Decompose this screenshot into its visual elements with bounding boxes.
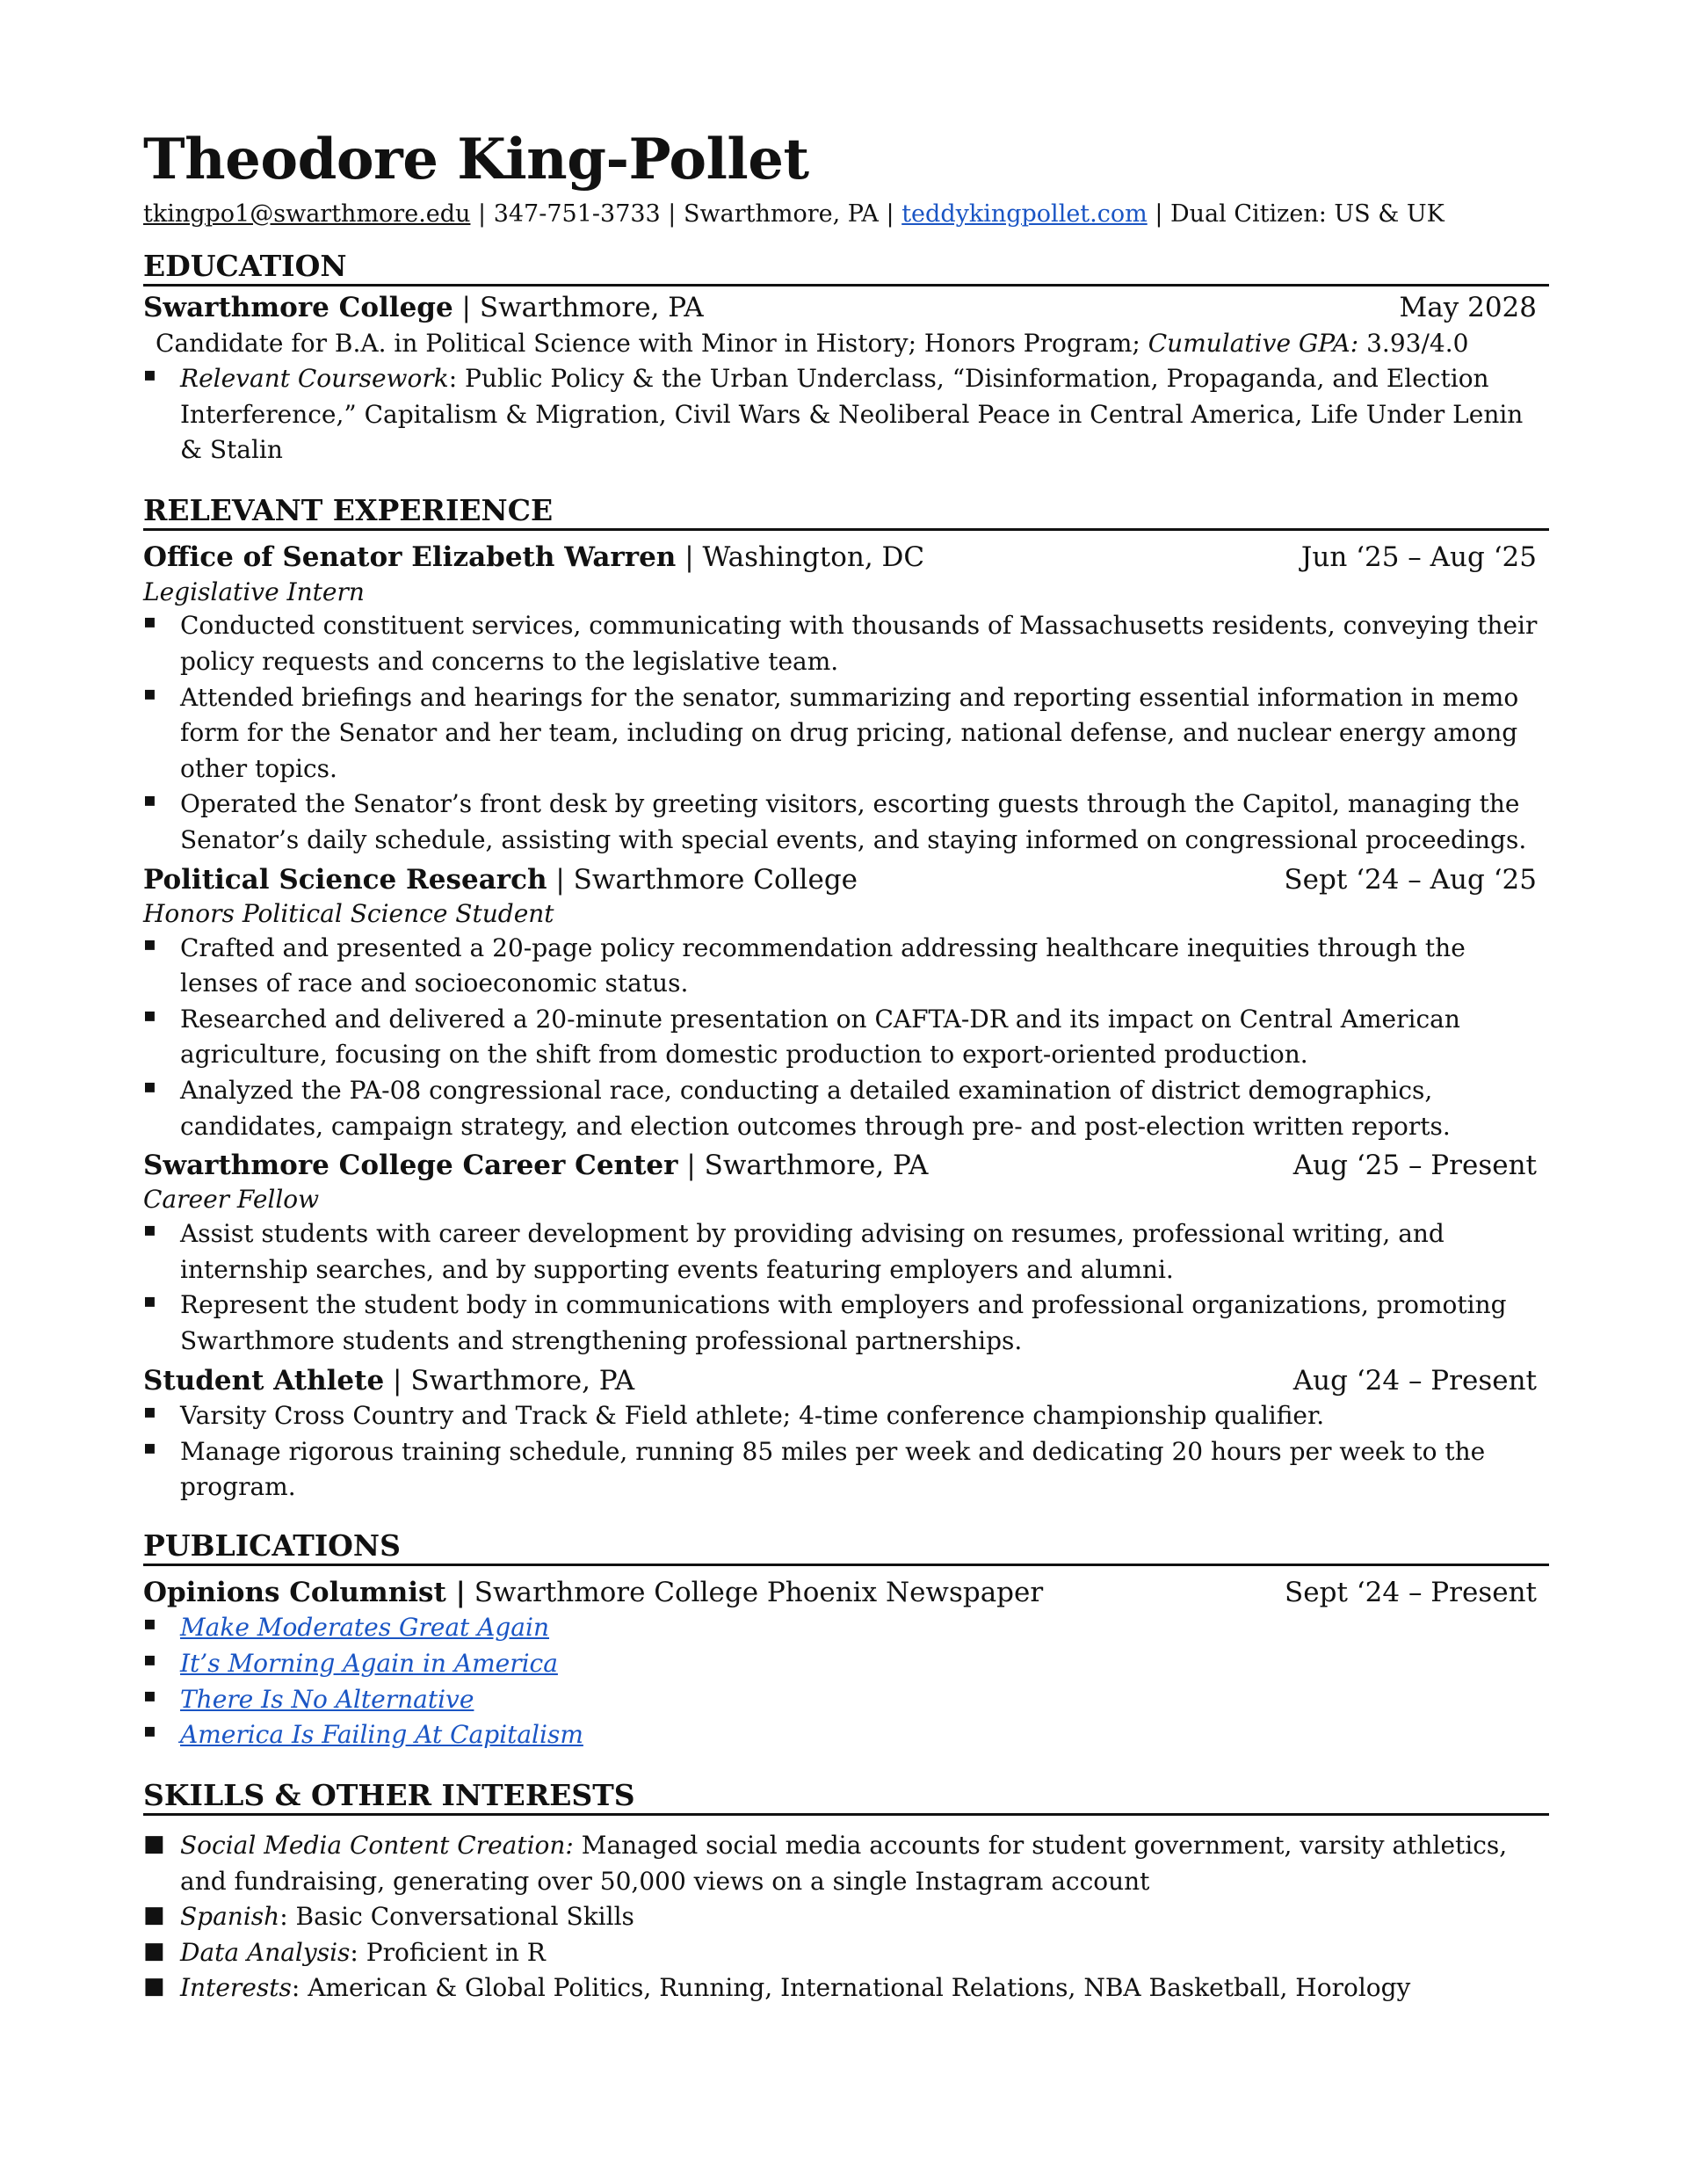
skill-label: Interests [180,1973,292,2003]
organization-location: | Swarthmore, PA [384,1364,635,1397]
experience-bullet [143,931,1549,1002]
experience-entry [143,1363,1549,1506]
section-title-skills: SKILLS & OTHER INTERESTS [143,1780,1549,1816]
organization-location: | Washington, DC [676,541,925,574]
publications-date: Sept ‘24 – Present [1285,1577,1537,1609]
bullet-icon: ▪ [143,932,156,955]
bullet-icon: ▪ [143,1720,156,1743]
bullet-icon: ▪ [143,1004,156,1027]
education-section [143,250,1549,468]
experience-entry-header [143,540,1549,575]
organization-name: Office of Senator Elizabeth Warren [143,541,677,574]
publication-item [143,1717,1549,1753]
bullet-icon: ■ [143,1830,165,1857]
section-title-publications: PUBLICATIONS [143,1530,1549,1566]
bullet-icon: ■ [143,1902,165,1929]
organization-location: | Swarthmore College [547,863,858,896]
organization-location: | Swarthmore, PA [677,1150,929,1182]
job-role: Honors Political Science Student [143,898,554,928]
degree-line [143,326,1549,362]
experience-bullets [143,608,1549,858]
candidate-name: Theodore King-Pollet [143,127,809,192]
bullet-text: Assist students with career development by providing advising on resumes, professional writing, and internship searches, and by supporting events featuring employers and alumni. [180,1219,1444,1284]
publication-item [143,1646,1549,1682]
bullet-text: Analyzed the PA-08 congressional race, conducting a detailed examination of district demographics, candidates, campaign strategy, and election outcomes through pre- and post-election written reports. [180,1075,1451,1141]
experience-bullet [143,787,1549,858]
publication-link[interactable]: There Is No Alternative [180,1684,474,1714]
skill-label: Data Analysis [180,1937,351,1967]
section-title-experience: RELEVANT EXPERIENCE [143,495,1549,531]
publications-list [143,1610,1549,1752]
bullet-icon: ▪ [143,1290,156,1313]
bullet-icon: ▪ [143,682,156,705]
publications-entry-header [143,1575,1549,1610]
bullet-icon: ▪ [143,1613,156,1636]
skill-text: : American & Global Politics, Running, International Relations, NBA Basketball, Horology [291,1973,1411,2003]
experience-entry-header [143,1363,1549,1398]
bullet-text: Attended briefings and hearings for the senator, summarizing and reporting essential information in memo form for the Senator and her team, including on drug pricing, national defense, and nuclear energy among other topics. [180,682,1519,783]
organization-name: Swarthmore College Career Center [143,1150,678,1182]
bullet-icon: ▪ [143,1219,156,1242]
experience-bullets [143,931,1549,1145]
bullet-text: Crafted and presented a 20-page policy recommendation addressing healthcare inequities through the lenses of race and socioeconomic status. [180,932,1466,998]
graduation-date: May 2028 [1399,292,1537,324]
experience-date: Aug ‘24 – Present [1292,1364,1537,1397]
publications-section [143,1527,1549,1753]
email-link[interactable]: tkingpo1@swarthmore.edu [143,200,471,228]
contact-details: | 347-751-3733 | Swarthmore, PA | [470,200,902,228]
bullet-icon: ▪ [143,789,156,812]
website-link[interactable]: teddykingpollet.com [901,200,1148,228]
gpa-value: 3.93/4.0 [1358,328,1469,358]
coursework-item [143,361,1549,468]
experience-bullets [143,1216,1549,1359]
bullet-icon: ▪ [143,1684,156,1707]
experience-entries [143,540,1549,1505]
experience-bullet [143,680,1549,787]
resume-page [143,127,1549,2006]
organization-name: Student Athlete [143,1364,385,1397]
coursework-list [143,361,1549,468]
skills-list [143,1828,1549,2006]
section-title-education: EDUCATION [143,250,1549,287]
skill-item [143,1935,1549,1971]
bullet-text: Researched and delivered a 20-minute presentation on CAFTA-DR and its impact on Central American agriculture, focusing on the shift from domestic production to export-oriented production. [180,1004,1460,1070]
experience-bullet [143,1398,1549,1434]
bullet-icon: ▪ [143,611,156,634]
skills-section [143,1777,1549,2006]
skill-text: : Proficient in R [350,1937,546,1967]
bullet-icon: ■ [143,1937,165,1964]
education-entry-header [143,290,1549,325]
skill-text: Managed social media accounts for student government, varsity athletics, and fundraising, generating over 50,000 views on a single Instagram account [180,1830,1508,1896]
skill-item [143,1828,1549,1899]
bullet-icon: ▪ [143,1400,156,1423]
bullet-icon: ■ [143,1973,165,2000]
columnist-title: Opinions Columnist | [143,1577,466,1609]
experience-bullet [143,1073,1549,1144]
publication-item [143,1682,1549,1718]
job-role: Legislative Intern [143,577,365,606]
job-role: Career Fellow [143,1185,320,1215]
experience-date: Sept ‘24 – Aug ‘25 [1284,863,1537,896]
experience-section [143,492,1549,1506]
publication-link[interactable]: Make Moderates Great Again [180,1613,549,1643]
experience-bullet [143,608,1549,679]
skill-label: Spanish [180,1902,280,1932]
experience-entry [143,1148,1549,1359]
coursework-text: : Public Policy & the Urban Underclass, “Disinformation, Propaganda, and Election Interference,” Capitalism & Migration, Civil Wars & Neoliberal Peace in Central America, Life Under Lenin & Stalin [180,364,1524,465]
experience-entry [143,540,1549,858]
publication-link[interactable]: It’s Morning Again in America [180,1648,558,1678]
bullet-icon: ▪ [143,364,156,387]
bullet-text: Operated the Senator’s front desk by greeting visitors, escorting guests through the Capitol, managing the Senator’s daily schedule, assisting with special events, and staying informed on congressional proceedings. [180,789,1527,854]
bullet-text: Varsity Cross Country and Track & Field athlete; 4-time conference championship qualifier. [180,1400,1325,1430]
experience-entry [143,862,1549,1145]
school-location: | Swarthmore, PA [453,292,704,324]
degree-text: Candidate for B.A. in Political Science with Minor in History; Honors Program; [156,328,1148,358]
bullet-icon: ▪ [143,1436,156,1459]
school-name: Swarthmore College [143,292,453,324]
experience-bullet [143,1288,1549,1359]
experience-date: Aug ‘25 – Present [1292,1150,1537,1182]
experience-entry-header [143,1148,1549,1183]
organization-name: Political Science Research [143,863,547,896]
skill-item [143,1899,1549,1935]
publication-link[interactable]: America Is Failing At Capitalism [180,1720,583,1750]
bullet-text: Conducted constituent services, communicating with thousands of Massachusetts residents, conveying their policy requests and concerns to the legislative team. [180,611,1538,676]
experience-bullets [143,1398,1549,1506]
experience-bullet [143,1216,1549,1288]
citizenship: | Dual Citizen: US & UK [1147,200,1444,228]
bullet-text: Manage rigorous training schedule, running 85 miles per week and dedicating 20 hours per week to the program. [180,1436,1486,1502]
experience-bullet [143,1002,1549,1073]
newspaper-name: Swarthmore College Phoenix Newspaper [465,1577,1044,1609]
coursework-label: Relevant Coursework [180,364,449,394]
skill-item [143,1970,1549,2006]
contact-line [143,200,1549,228]
experience-date: Jun ‘25 – Aug ‘25 [1300,541,1537,574]
experience-bullet [143,1434,1549,1506]
experience-entry-header [143,862,1549,897]
skill-text: : Basic Conversational Skills [279,1902,634,1932]
bullet-text: Represent the student body in communications with employers and professional organizations, promoting Swarthmore students and strengthening professional partnerships. [180,1290,1507,1356]
bullet-icon: ▪ [143,1648,156,1671]
publication-item [143,1610,1549,1646]
skill-label: Social Media Content Creation: [180,1830,574,1860]
gpa-label: Cumulative GPA: [1148,328,1359,358]
bullet-icon: ▪ [143,1075,156,1098]
